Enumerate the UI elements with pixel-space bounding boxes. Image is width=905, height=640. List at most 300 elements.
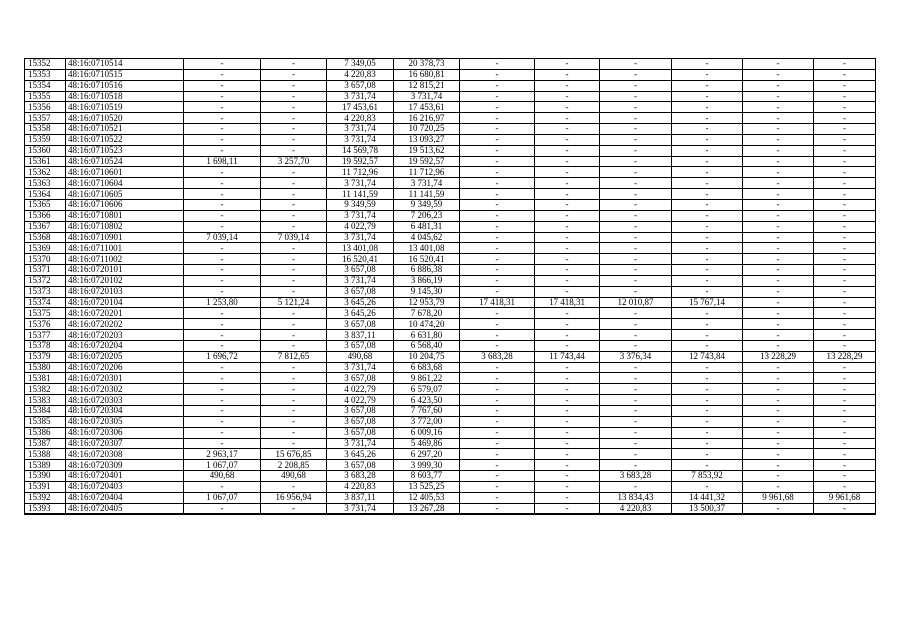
value-col-5-cell: 3 657,08 xyxy=(327,460,394,471)
cadastral-number-cell: 48:16:0710515 xyxy=(66,69,184,80)
value-col-10-cell: - xyxy=(672,427,743,438)
value-col-5-cell: 3 731,74 xyxy=(327,503,394,514)
table-row xyxy=(25,178,876,189)
cadastral-number-cell: 48:16:0720104 xyxy=(66,297,184,308)
row-number-cell: 15380 xyxy=(25,362,66,373)
row-number-cell: 15357 xyxy=(25,113,66,124)
table-row xyxy=(25,373,876,384)
value-col-10-cell: - xyxy=(672,330,743,341)
value-col-9-cell: - xyxy=(600,384,672,395)
value-col-11-cell: - xyxy=(743,286,814,297)
row-number-cell: 15389 xyxy=(25,460,66,471)
value-col-11-cell: - xyxy=(743,471,814,482)
row-number-cell: 15382 xyxy=(25,384,66,395)
value-col-10-cell: - xyxy=(672,178,743,189)
value-col-6-cell: 9 349,59 xyxy=(394,199,460,210)
value-col-11-cell: - xyxy=(743,199,814,210)
value-col-7-cell: - xyxy=(460,59,535,70)
value-col-12-cell: - xyxy=(814,145,876,156)
table-row xyxy=(25,416,876,427)
value-col-6-cell: 13 525,25 xyxy=(394,481,460,492)
value-col-4-cell: - xyxy=(261,113,327,124)
cadastral-number-cell: 48:16:0710514 xyxy=(66,59,184,70)
value-col-6-cell: 16 680,81 xyxy=(394,69,460,80)
value-col-4-cell: - xyxy=(261,80,327,91)
value-col-10-cell: - xyxy=(672,373,743,384)
value-col-4-cell: - xyxy=(261,59,327,70)
value-col-10-cell: - xyxy=(672,59,743,70)
value-col-12-cell: - xyxy=(814,134,876,145)
row-number-cell: 15366 xyxy=(25,210,66,221)
value-col-7-cell: - xyxy=(460,308,535,319)
value-col-4-cell: - xyxy=(261,91,327,102)
value-col-8-cell: - xyxy=(535,265,600,276)
value-col-7-cell: - xyxy=(460,362,535,373)
value-col-3-cell: - xyxy=(184,319,261,330)
value-col-4-cell: - xyxy=(261,178,327,189)
cadastral-number-cell: 48:16:0710802 xyxy=(66,221,184,232)
value-col-7-cell: - xyxy=(460,373,535,384)
value-col-10-cell: - xyxy=(672,406,743,417)
value-col-4-cell: - xyxy=(261,221,327,232)
value-col-8-cell: - xyxy=(535,232,600,243)
value-col-3-cell: - xyxy=(184,362,261,373)
value-col-4-cell: - xyxy=(261,395,327,406)
row-number-cell: 15354 xyxy=(25,80,66,91)
value-col-10-cell: 12 743,84 xyxy=(672,351,743,362)
value-col-7-cell: - xyxy=(460,503,535,514)
value-col-4-cell: 7 039,14 xyxy=(261,232,327,243)
value-col-11-cell: - xyxy=(743,384,814,395)
cadastral-number-cell: 48:16:0720205 xyxy=(66,351,184,362)
value-col-10-cell: - xyxy=(672,210,743,221)
value-col-6-cell: 6 297,20 xyxy=(394,449,460,460)
table-row xyxy=(25,265,876,276)
value-col-3-cell: - xyxy=(184,265,261,276)
value-col-8-cell: - xyxy=(535,102,600,113)
value-col-8-cell: - xyxy=(535,286,600,297)
value-col-12-cell: - xyxy=(814,113,876,124)
value-col-5-cell: 9 349,59 xyxy=(327,199,394,210)
cadastral-number-cell: 48:16:0720302 xyxy=(66,384,184,395)
row-number-cell: 15381 xyxy=(25,373,66,384)
value-col-6-cell: 13 401,08 xyxy=(394,243,460,254)
value-col-6-cell: 16 216,97 xyxy=(394,113,460,124)
value-col-6-cell: 12 405,53 xyxy=(394,492,460,503)
value-col-4-cell: - xyxy=(261,275,327,286)
value-col-11-cell: - xyxy=(743,210,814,221)
value-col-11-cell: - xyxy=(743,427,814,438)
value-col-9-cell: - xyxy=(600,91,672,102)
table-row xyxy=(25,460,876,471)
value-col-3-cell: - xyxy=(184,189,261,200)
value-col-5-cell: 16 520,41 xyxy=(327,254,394,265)
value-col-9-cell: 13 834,43 xyxy=(600,492,672,503)
value-col-10-cell: - xyxy=(672,156,743,167)
value-col-5-cell: 3 731,74 xyxy=(327,438,394,449)
value-col-6-cell: 13 267,28 xyxy=(394,503,460,514)
value-col-8-cell: - xyxy=(535,59,600,70)
value-col-9-cell: - xyxy=(600,221,672,232)
value-col-12-cell: - xyxy=(814,308,876,319)
value-col-12-cell: - xyxy=(814,286,876,297)
value-col-4-cell: - xyxy=(261,167,327,178)
row-number-cell: 15367 xyxy=(25,221,66,232)
value-col-11-cell: - xyxy=(743,319,814,330)
value-col-9-cell: 4 220,83 xyxy=(600,503,672,514)
table-row xyxy=(25,254,876,265)
value-col-11-cell: - xyxy=(743,59,814,70)
value-col-4-cell: 490,68 xyxy=(261,471,327,482)
row-number-cell: 15390 xyxy=(25,471,66,482)
value-col-9-cell: - xyxy=(600,286,672,297)
value-col-6-cell: 7 206,23 xyxy=(394,210,460,221)
value-col-6-cell: 3 999,30 xyxy=(394,460,460,471)
value-col-5-cell: 4 220,83 xyxy=(327,481,394,492)
value-col-11-cell: - xyxy=(743,481,814,492)
value-col-4-cell: - xyxy=(261,134,327,145)
value-col-8-cell: - xyxy=(535,384,600,395)
value-col-9-cell: - xyxy=(600,340,672,351)
value-col-3-cell: 1 067,07 xyxy=(184,460,261,471)
value-col-6-cell: 12 815,21 xyxy=(394,80,460,91)
value-col-6-cell: 16 520,41 xyxy=(394,254,460,265)
value-col-12-cell: 9 961,68 xyxy=(814,492,876,503)
value-col-9-cell: - xyxy=(600,189,672,200)
cadastral-number-cell: 48:16:0720304 xyxy=(66,406,184,417)
value-col-9-cell: - xyxy=(600,406,672,417)
value-col-9-cell: - xyxy=(600,373,672,384)
value-col-9-cell: - xyxy=(600,210,672,221)
value-col-10-cell: - xyxy=(672,145,743,156)
value-col-5-cell: 3 731,74 xyxy=(327,210,394,221)
value-col-6-cell: 6 423,50 xyxy=(394,395,460,406)
value-col-8-cell: - xyxy=(535,427,600,438)
value-col-4-cell: 5 121,24 xyxy=(261,297,327,308)
value-col-3-cell: - xyxy=(184,59,261,70)
table-row xyxy=(25,384,876,395)
table-row xyxy=(25,449,876,460)
value-col-4-cell: - xyxy=(261,243,327,254)
value-col-9-cell: - xyxy=(600,199,672,210)
value-col-12-cell: - xyxy=(814,503,876,514)
value-col-6-cell: 7 678,20 xyxy=(394,308,460,319)
value-col-10-cell: 15 767,14 xyxy=(672,297,743,308)
value-col-6-cell: 8 603,77 xyxy=(394,471,460,482)
cadastral-number-cell: 48:16:0720308 xyxy=(66,449,184,460)
value-col-4-cell: - xyxy=(261,373,327,384)
value-col-9-cell: - xyxy=(600,243,672,254)
value-col-7-cell: - xyxy=(460,199,535,210)
value-col-5-cell: 3 657,08 xyxy=(327,416,394,427)
value-col-10-cell: - xyxy=(672,481,743,492)
value-col-4-cell: - xyxy=(261,286,327,297)
value-col-4-cell: - xyxy=(261,340,327,351)
value-col-11-cell: - xyxy=(743,167,814,178)
value-col-12-cell: - xyxy=(814,221,876,232)
value-col-7-cell: - xyxy=(460,178,535,189)
value-col-9-cell: - xyxy=(600,449,672,460)
value-col-5-cell: 3 645,26 xyxy=(327,449,394,460)
value-col-9-cell: - xyxy=(600,438,672,449)
table-row xyxy=(25,243,876,254)
value-col-5-cell: 4 220,83 xyxy=(327,113,394,124)
cadastral-number-cell: 48:16:0711002 xyxy=(66,254,184,265)
value-col-3-cell: - xyxy=(184,124,261,135)
value-col-8-cell: - xyxy=(535,373,600,384)
value-col-6-cell: 6 683,68 xyxy=(394,362,460,373)
value-col-11-cell: - xyxy=(743,221,814,232)
value-col-11-cell: - xyxy=(743,395,814,406)
table-row xyxy=(25,308,876,319)
value-col-12-cell: 13 228,29 xyxy=(814,351,876,362)
cadastral-number-cell: 48:16:0720203 xyxy=(66,330,184,341)
value-col-4-cell: 7 812,65 xyxy=(261,351,327,362)
value-col-3-cell: - xyxy=(184,427,261,438)
table-row xyxy=(25,189,876,200)
value-col-4-cell: - xyxy=(261,254,327,265)
value-col-6-cell: 19 592,57 xyxy=(394,156,460,167)
value-col-6-cell: 6 568,40 xyxy=(394,340,460,351)
value-col-5-cell: 3 731,74 xyxy=(327,178,394,189)
value-col-9-cell: - xyxy=(600,145,672,156)
value-col-3-cell: - xyxy=(184,199,261,210)
value-col-9-cell: - xyxy=(600,254,672,265)
value-col-9-cell: - xyxy=(600,416,672,427)
value-col-8-cell: - xyxy=(535,210,600,221)
value-col-4-cell: - xyxy=(261,416,327,427)
value-col-4-cell: - xyxy=(261,438,327,449)
value-col-3-cell: - xyxy=(184,145,261,156)
value-col-12-cell: - xyxy=(814,319,876,330)
table-row xyxy=(25,286,876,297)
table-row xyxy=(25,330,876,341)
table-row xyxy=(25,406,876,417)
value-col-7-cell: - xyxy=(460,189,535,200)
value-col-7-cell: - xyxy=(460,243,535,254)
value-col-5-cell: 3 657,08 xyxy=(327,286,394,297)
value-col-7-cell: - xyxy=(460,167,535,178)
value-col-8-cell: - xyxy=(535,243,600,254)
value-col-12-cell: - xyxy=(814,178,876,189)
value-col-11-cell: - xyxy=(743,373,814,384)
value-col-5-cell: 7 349,05 xyxy=(327,59,394,70)
value-col-12-cell: - xyxy=(814,460,876,471)
value-col-11-cell: - xyxy=(743,156,814,167)
value-col-3-cell: - xyxy=(184,210,261,221)
value-col-5-cell: 4 220,83 xyxy=(327,69,394,80)
cadastral-value-table xyxy=(24,58,876,515)
value-col-12-cell: - xyxy=(814,124,876,135)
value-col-9-cell: - xyxy=(600,232,672,243)
value-col-6-cell: 6 886,38 xyxy=(394,265,460,276)
value-col-3-cell: - xyxy=(184,91,261,102)
value-col-8-cell: - xyxy=(535,69,600,80)
table-row xyxy=(25,427,876,438)
value-col-10-cell: - xyxy=(672,221,743,232)
value-col-3-cell: - xyxy=(184,80,261,91)
value-col-8-cell: - xyxy=(535,362,600,373)
value-col-5-cell: 3 683,28 xyxy=(327,471,394,482)
value-col-8-cell: - xyxy=(535,416,600,427)
value-col-9-cell: - xyxy=(600,427,672,438)
cadastral-number-cell: 48:16:0720405 xyxy=(66,503,184,514)
value-col-8-cell: - xyxy=(535,275,600,286)
value-col-9-cell: - xyxy=(600,134,672,145)
value-col-4-cell: 16 956,94 xyxy=(261,492,327,503)
value-col-9-cell: - xyxy=(600,113,672,124)
value-col-4-cell: 15 676,85 xyxy=(261,449,327,460)
value-col-5-cell: 3 837,11 xyxy=(327,330,394,341)
value-col-6-cell: 12 953,79 xyxy=(394,297,460,308)
value-col-11-cell: - xyxy=(743,362,814,373)
value-col-4-cell: - xyxy=(261,330,327,341)
value-col-5-cell: 4 022,79 xyxy=(327,395,394,406)
value-col-12-cell: - xyxy=(814,297,876,308)
value-col-3-cell: - xyxy=(184,221,261,232)
value-col-7-cell: - xyxy=(460,134,535,145)
row-number-cell: 15361 xyxy=(25,156,66,167)
cadastral-number-cell: 48:16:0710523 xyxy=(66,145,184,156)
value-col-6-cell: 3 731,74 xyxy=(394,178,460,189)
value-col-12-cell: - xyxy=(814,406,876,417)
value-col-7-cell: - xyxy=(460,330,535,341)
value-col-3-cell: - xyxy=(184,438,261,449)
value-col-10-cell: - xyxy=(672,416,743,427)
table-row xyxy=(25,297,876,308)
cadastral-number-cell: 48:16:0710520 xyxy=(66,113,184,124)
value-col-11-cell: - xyxy=(743,503,814,514)
value-col-4-cell: - xyxy=(261,362,327,373)
value-col-11-cell: - xyxy=(743,340,814,351)
value-col-8-cell: - xyxy=(535,481,600,492)
cadastral-number-cell: 48:16:0720202 xyxy=(66,319,184,330)
value-col-8-cell: - xyxy=(535,221,600,232)
value-col-3-cell: - xyxy=(184,340,261,351)
value-col-11-cell: - xyxy=(743,297,814,308)
row-number-cell: 15368 xyxy=(25,232,66,243)
cadastral-number-cell: 48:16:0710606 xyxy=(66,199,184,210)
value-col-10-cell: 13 500,37 xyxy=(672,503,743,514)
value-col-11-cell: - xyxy=(743,80,814,91)
value-col-8-cell: 11 743,44 xyxy=(535,351,600,362)
cadastral-number-cell: 48:16:0720102 xyxy=(66,275,184,286)
table-row xyxy=(25,471,876,482)
value-col-7-cell: - xyxy=(460,481,535,492)
value-col-7-cell: - xyxy=(460,286,535,297)
value-col-8-cell: - xyxy=(535,460,600,471)
value-col-7-cell: - xyxy=(460,102,535,113)
value-col-12-cell: - xyxy=(814,254,876,265)
value-col-4-cell: 2 208,85 xyxy=(261,460,327,471)
value-col-9-cell: - xyxy=(600,178,672,189)
value-col-6-cell: 6 009,16 xyxy=(394,427,460,438)
value-col-4-cell: - xyxy=(261,210,327,221)
cadastral-number-cell: 48:16:0710521 xyxy=(66,124,184,135)
value-col-4-cell: - xyxy=(261,124,327,135)
value-col-7-cell: - xyxy=(460,384,535,395)
row-number-cell: 15378 xyxy=(25,340,66,351)
value-col-6-cell: 9 861,22 xyxy=(394,373,460,384)
value-col-7-cell: - xyxy=(460,319,535,330)
value-col-8-cell: - xyxy=(535,91,600,102)
value-col-12-cell: - xyxy=(814,340,876,351)
value-col-5-cell: 3 657,08 xyxy=(327,427,394,438)
value-col-5-cell: 3 657,08 xyxy=(327,340,394,351)
cadastral-number-cell: 48:16:0720201 xyxy=(66,308,184,319)
value-col-9-cell: - xyxy=(600,330,672,341)
value-col-6-cell: 6 579,07 xyxy=(394,384,460,395)
value-col-11-cell: - xyxy=(743,145,814,156)
value-col-8-cell: - xyxy=(535,178,600,189)
row-number-cell: 15352 xyxy=(25,59,66,70)
value-col-5-cell: 3 731,74 xyxy=(327,232,394,243)
row-number-cell: 15369 xyxy=(25,243,66,254)
row-number-cell: 15353 xyxy=(25,69,66,80)
value-col-3-cell: 1 067,07 xyxy=(184,492,261,503)
value-col-9-cell: - xyxy=(600,481,672,492)
cadastral-number-cell: 48:16:0720303 xyxy=(66,395,184,406)
value-col-8-cell: - xyxy=(535,189,600,200)
value-col-7-cell: - xyxy=(460,145,535,156)
row-number-cell: 15370 xyxy=(25,254,66,265)
table-row xyxy=(25,113,876,124)
value-col-6-cell: 3 866,19 xyxy=(394,275,460,286)
row-number-cell: 15363 xyxy=(25,178,66,189)
row-number-cell: 15377 xyxy=(25,330,66,341)
row-number-cell: 15375 xyxy=(25,308,66,319)
value-col-11-cell: - xyxy=(743,406,814,417)
value-col-7-cell: 3 683,28 xyxy=(460,351,535,362)
value-col-9-cell: - xyxy=(600,80,672,91)
cadastral-number-cell: 48:16:0710516 xyxy=(66,80,184,91)
table-row xyxy=(25,351,876,362)
value-col-9-cell: 3 683,28 xyxy=(600,471,672,482)
table-row xyxy=(25,156,876,167)
table-row xyxy=(25,59,876,70)
value-col-6-cell: 11 712,96 xyxy=(394,167,460,178)
row-number-cell: 15373 xyxy=(25,286,66,297)
value-col-11-cell: - xyxy=(743,449,814,460)
value-col-9-cell: - xyxy=(600,460,672,471)
value-col-4-cell: - xyxy=(261,308,327,319)
value-col-5-cell: 3 657,08 xyxy=(327,406,394,417)
value-col-8-cell: - xyxy=(535,503,600,514)
value-col-4-cell: - xyxy=(261,199,327,210)
value-col-12-cell: - xyxy=(814,91,876,102)
value-col-11-cell: - xyxy=(743,134,814,145)
cadastral-number-cell: 48:16:0720404 xyxy=(66,492,184,503)
value-col-7-cell: - xyxy=(460,460,535,471)
row-number-cell: 15374 xyxy=(25,297,66,308)
value-col-6-cell: 20 378,73 xyxy=(394,59,460,70)
value-col-7-cell: - xyxy=(460,275,535,286)
table-row xyxy=(25,492,876,503)
value-col-5-cell: 3 657,08 xyxy=(327,80,394,91)
table-row xyxy=(25,221,876,232)
value-col-9-cell: - xyxy=(600,265,672,276)
value-col-4-cell: - xyxy=(261,406,327,417)
cadastral-number-cell: 48:16:0710901 xyxy=(66,232,184,243)
table-row xyxy=(25,210,876,221)
value-col-7-cell: - xyxy=(460,471,535,482)
value-col-5-cell: 11 141,59 xyxy=(327,189,394,200)
value-col-7-cell: - xyxy=(460,232,535,243)
value-col-12-cell: - xyxy=(814,167,876,178)
table-row xyxy=(25,362,876,373)
value-col-9-cell: - xyxy=(600,102,672,113)
value-col-5-cell: 14 569,78 xyxy=(327,145,394,156)
